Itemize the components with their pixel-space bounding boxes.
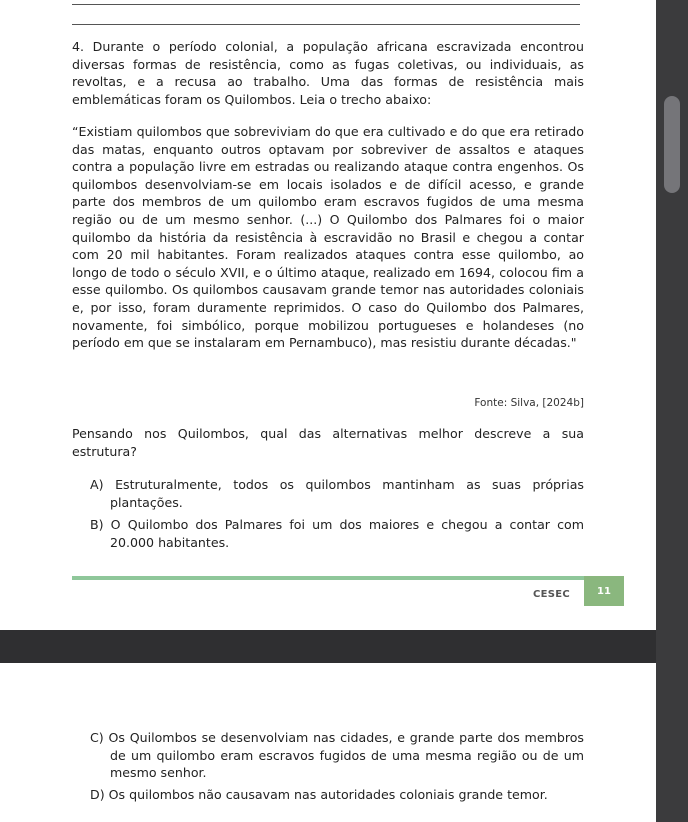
- option-c: C) Os Quilombos se desenvolviam nas cidades, e grande parte dos membros de um quilombo eram escravos fugidos de uma mesma região ou de um mesmo senhor.: [90, 730, 584, 781]
- footer-line: [72, 576, 584, 580]
- scrollbar-thumb[interactable]: [664, 96, 680, 193]
- page-12: [0, 663, 656, 822]
- answer-line: [72, 24, 580, 25]
- answer-line: [72, 4, 580, 5]
- quote-source: Fonte: Silva, [2024b]: [474, 397, 584, 409]
- option-b: B) O Quilombo dos Palmares foi um dos maiores e chegou a contar com 20.000 habitantes.: [90, 517, 584, 550]
- option-a: A) Estruturalmente, todos os quilombos mantinham as suas próprias plantações.: [90, 477, 584, 510]
- question-prompt: Pensando nos Quilombos, qual das alternativas melhor descreve a sua estrutura?: [72, 426, 584, 459]
- page-number-badge: 11: [584, 576, 624, 606]
- option-d: D) Os quilombos não causavam nas autoridades coloniais grande temor.: [90, 787, 548, 802]
- page-separator: [0, 630, 656, 663]
- quote-text: “Existiam quilombos que sobreviviam do que era cultivado e do que era retirado das matas, enquanto outros optavam por sobreviver de assaltos e ataques contra a população livre em estradas ou realizando ataque contra engenhos. Os quilombos desenvolviam-se em locais isolados e de difícil acesso, e grande parte dos membros de um quilombo eram escravos fugidos de uma mesma região ou de um mesmo senhor. (...) O Quilombo dos Palmares foi o maior quilombo da história da resistência à escravidão no Brasil e chegou a contar com 20 mil habitantes. Foram realizados ataques contra esse quilombo, ao longo de todo o século XVII, e o último ataque, realizado em 1694, colocou fim a esse quilombo. Os quilombos causavam grande temor nas autoridades coloniais e, por isso, foram duramente reprimidos. O caso do Quilombo dos Palmares, novamente, foi simbólico, porque mobilizou portugueses e holandeses (no período em que se instalaram em Pernambuco), mas resistiu durante décadas.": [72, 124, 584, 351]
- question-intro: 4. Durante o período colonial, a população africana escravizada encontrou diversas formas de resistência, como as fugas coletivas, ou individuais, as revoltas, e a recusa ao trabalho. Uma das formas de resistência mais emblemáticas foram os Quilombos. Leia o trecho abaixo:: [72, 39, 584, 107]
- footer-label: CESEC: [533, 589, 571, 600]
